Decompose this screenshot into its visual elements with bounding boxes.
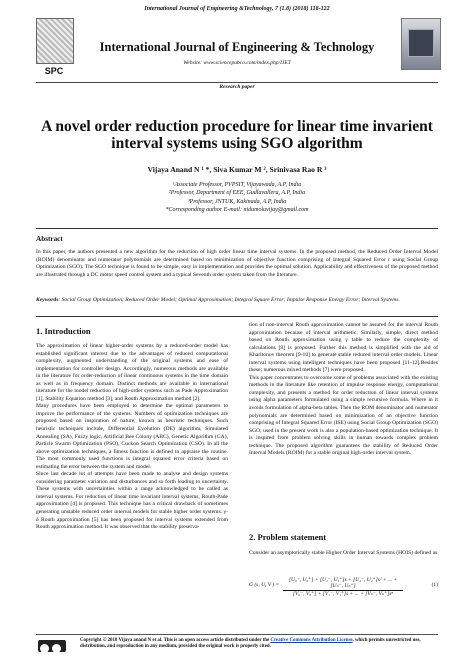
paper-type-label: Research paper [219, 84, 255, 90]
spc-logo [36, 18, 72, 78]
copyright-text-end: , which permits unrestricted use, distribution, and reproduction in any medium, provided the original work is properly cited. [80, 638, 421, 650]
intro-paragraph-2: Many procedures have been employed to determine the optimal parameters to improve the performance of the systems. Numbers of optimization techniques are proposed based on inspiration of nature, known as heuristic techniques. Such heuristic techniques include, Differential Evolution (DE) algorithm, Simulated Annealing (SA), Fuzzy logic, Artificial Bee Colony (ABC), Genetic Algorithm (GA), Particle Swarm Optimization (PSO), Cuckoo Search Optimization (CSO). In all the above optimization techniques, a fitness function is defined to appraise the routine. The most commonly used functions is integral squared error criteria based on estimating the error between the system and model. [36, 403, 228, 470]
journal-title: International Journal of Engineering & Technology [99, 40, 375, 54]
license-link[interactable]: Creative Commons Attribution License [270, 638, 353, 643]
affiliation-2: ²Professor, Department of EEE, Gudlavalleru, A.P, India [168, 190, 306, 197]
right-paragraph-1: tion of non-interval Routh approximation cannot be assured for the interval Routh approximation because of interval arithmetic. Similarly, simple, direct method based on Routh approximation using γ table to reduce the complexity of calculations [8] is proposed. Further this method is simplified with the aid of Kharitonov theorem [9-10] to generate stable reduced interval order models. Linear interval systems using intelligent techniques have been proposed [11-12].Besides these; numerous mixed methods [7] were proposed. [249, 322, 438, 374]
abstract-text: In this paper, the authors presented a new algorithm for the reduction of high order linear time interval systems. In the proposed method, the Reduced Order Interval Model (ROIM) denominator and numerator polynomials are determined based on minimization of objective function comprising of Integral Squared Error r using Social Group Optimization (SGO). The SGO technique is found to be simple, easy in implementation and provides the optimal solution. Applicability and effectiveness of the proposed method are illustrated through a DC motor speed control system and a typical Seventh order system taken from the literature. [36, 249, 438, 278]
keywords [36, 297, 438, 305]
equation-numerator: [U₀⁻, U₀⁺] + [U₁⁻, U₁⁺]s + [U₂⁻, U₂⁺]s² + ... + [Uₙ⁻, Uₙ⁺] [283, 577, 403, 591]
footer-divider [36, 634, 438, 635]
keywords-list: : Social Group Optimization; Reduced Order Model; Optimal Approximation; Integral Square Error; Impulse Response Energy Error; Interval Systems. [58, 297, 400, 303]
equation-1 [249, 577, 438, 597]
intro-paragraph-1: The approximation of linear higher-order systems by a reduced-order model has established significant interest due to the advantages of reduced computational complexity, augmented understanding of the original systems and ease of implementation for controller design. Accordingly, numerous methods are available in the literature for order-reduction of linear continuous systems in the time domain as well as in frequency domain. Distinct methods are available in international literature for the model reduction of high-order systems such as Pade Approximation [1], Stability Equation method [3], and Routh Approximation method [2]. [36, 343, 228, 402]
creative-commons-icon [38, 640, 66, 652]
copyright-notice [80, 638, 440, 651]
right-column-body [249, 322, 438, 458]
journal-citation-line: International Journal of Engineering &Technology, 7 (1.8) (2018) 118-122 [144, 6, 330, 12]
journal-cover-image [401, 18, 441, 70]
equation-denominator: [V₀⁻, V₀⁺] + [V₁⁻, V₁⁺]s + ... + [Vₙ⁻, Vₙ⁺]sⁿ [292, 591, 394, 597]
abstract-bottom-rule [36, 316, 438, 317]
corresponding-author: *Corresponding author E-mail: nidumoluvijay@gmail.com [165, 206, 309, 213]
equation-number: (1) [431, 582, 438, 588]
paper-title: A novel order reduction procedure for linear time invarient interval systems using SGO algorithm [41, 118, 433, 152]
journal-website[interactable]: Website: www.sciencepubco.com/index.php/IJET [183, 60, 291, 66]
problem-statement-heading: 2. Problem statement [249, 532, 327, 542]
abstract-heading: Abstract [36, 235, 63, 243]
introduction-body [36, 343, 228, 532]
equation-fraction [283, 577, 403, 597]
affiliations [0, 181, 474, 214]
equation-lhs: G (s, U, V ) = [249, 582, 280, 588]
introduction-heading: 1. Introduction [36, 326, 91, 336]
affiliation-1: ¹Associate Professor, PVPSIT, Vijayawada, A.P, India [172, 182, 302, 188]
header-divider [36, 82, 438, 83]
spc-logo-icon [36, 18, 74, 64]
keywords-label: Keywords [36, 297, 59, 303]
abstract-top-rule [36, 228, 438, 229]
right-paragraph-2: This paper concentrates to overcome some of problems associated with the existing methods in the literature like retention of impulse response energy, computational complexity, and presents a method for order reduction of linear interval systems using alpha parameters formulated using a simple recursive formula. Where in it avoids formulation of alpha-beta tables. Then the ROM denominator and numerator polynomials are determined based on minimization of an objective function comprising of Integral Squared Error (ISE) using Social Group Optimization (SGO) SGO, used in the present work is also a population-based optimization technique. It is inspired from problem solving skills in human towards complex problem technique. The proposed algorithm guarantees the stability of Reduced Order Interval Models (ROIM) for a stable original high-order interval system. [249, 374, 438, 457]
copyright-text-start: Copyright © 2018 Vijaya anand N et al. This is an open access article distributed under the [80, 638, 271, 643]
problem-statement-text: Consider an asymptotically stable Higher Order Interval Systems (HOIS) defined as [249, 550, 438, 556]
intro-paragraph-3: Since last decade lot of attempts have been made to analyse and design systems considering parameter variation and disturbances and so forth leading to uncertainty. These systems with uncertainties within a range acknowledged to be called as interval systems. For reduction of linear time invariant interval systems, Routh-Pade approximation [4] is proposed. This technique has a critical drawback of sometimes generating unstable reduced order interval models for stable higher order systems. γ-δ Routh approximation [5] has been proposed for interval systems extended from Routh approximation method. It was observed that the stability preserva- [36, 471, 228, 531]
spc-logo-label: SPC [44, 66, 64, 76]
affiliation-3: ³Professor, JNTUK, Kakinada, A.P, India [187, 198, 287, 205]
author-list: Vijaya Anand N ¹ *, Siva Kumar M ², Srinivasa Rao R ³ [147, 165, 327, 174]
